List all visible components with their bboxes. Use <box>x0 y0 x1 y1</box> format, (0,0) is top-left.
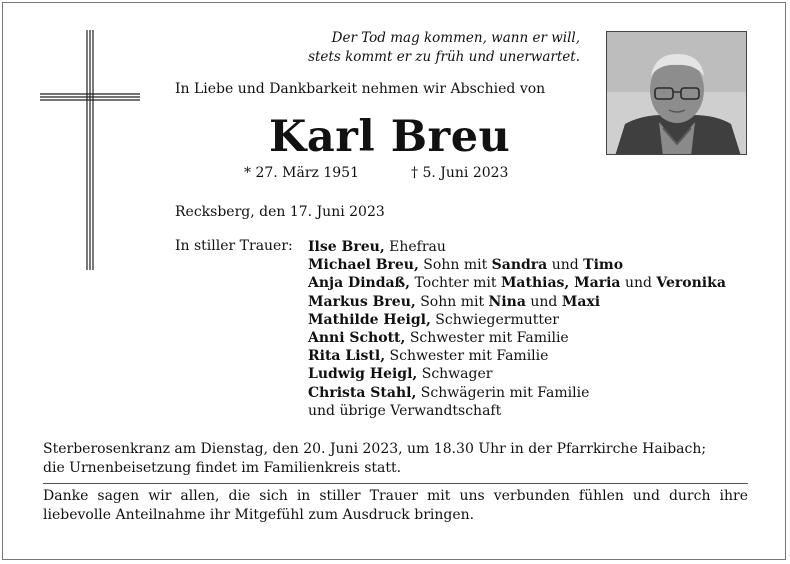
mourner-line: Ilse Breu, Ehefrau <box>308 239 446 255</box>
quote-line: Der Tod mag kommen, wann er will, <box>331 30 580 46</box>
mourning-label: In stiller Trauer: <box>175 238 293 254</box>
mourner-line: Anja Dindaß, Tochter mit Mathias, Maria und Veronika <box>308 275 726 292</box>
mourner-line: Ludwig Heigl, Schwager <box>308 366 493 383</box>
mourner-line: Michael Breu, Sohn mit Sandra und Timo <box>308 257 624 274</box>
portrait-photo <box>606 31 747 155</box>
mourner-line: Markus Breu, Sohn mit Nina und Maxi <box>308 293 601 310</box>
mourner-line: und übrige Verwandtschaft <box>308 402 502 419</box>
quote <box>250 29 580 67</box>
portrait-image <box>607 32 747 155</box>
mourner-line: Anni Schott, Schwester mit Familie <box>308 330 569 347</box>
mourner-line: Christa Stahl, Schwägerin mit Familie <box>308 384 590 401</box>
thanks-text: Danke sagen wir allen, die sich in stiller Trauer mit uns verbunden fühlen und durch ihre liebevolle Anteilnahme ihr Mitgefühl zum Ausdruck bringen. <box>43 488 748 523</box>
mourners-list <box>308 238 726 420</box>
latin-cross-icon <box>40 30 140 270</box>
mourner-line: Mathilde Heigl, Schwiegermutter <box>308 311 559 328</box>
rosary-line: die Urnenbeisetzung findet im Familienkreis statt. <box>43 460 402 476</box>
place-date: Recksberg, den 17. Juni 2023 <box>175 204 385 220</box>
intro-text: In Liebe und Dankbarkeit nehmen wir Abschied von <box>175 81 546 97</box>
mourner-line: Rita Listl, Schwester mit Familie <box>308 348 549 365</box>
rosary-line: Sterberosenkranz am Dienstag, den 20. Juni 2023, um 18.30 Uhr in der Pfarrkirche Haibach; <box>43 441 707 457</box>
birth-date: * 27. März 1951 <box>244 165 359 181</box>
deceased-name: Karl Breu <box>269 112 511 162</box>
quote-line: stets kommt er zu früh und unerwartet. <box>308 49 580 65</box>
death-date: † 5. Juni 2023 <box>411 165 509 181</box>
rosary-notice <box>43 440 748 478</box>
divider <box>43 483 748 484</box>
